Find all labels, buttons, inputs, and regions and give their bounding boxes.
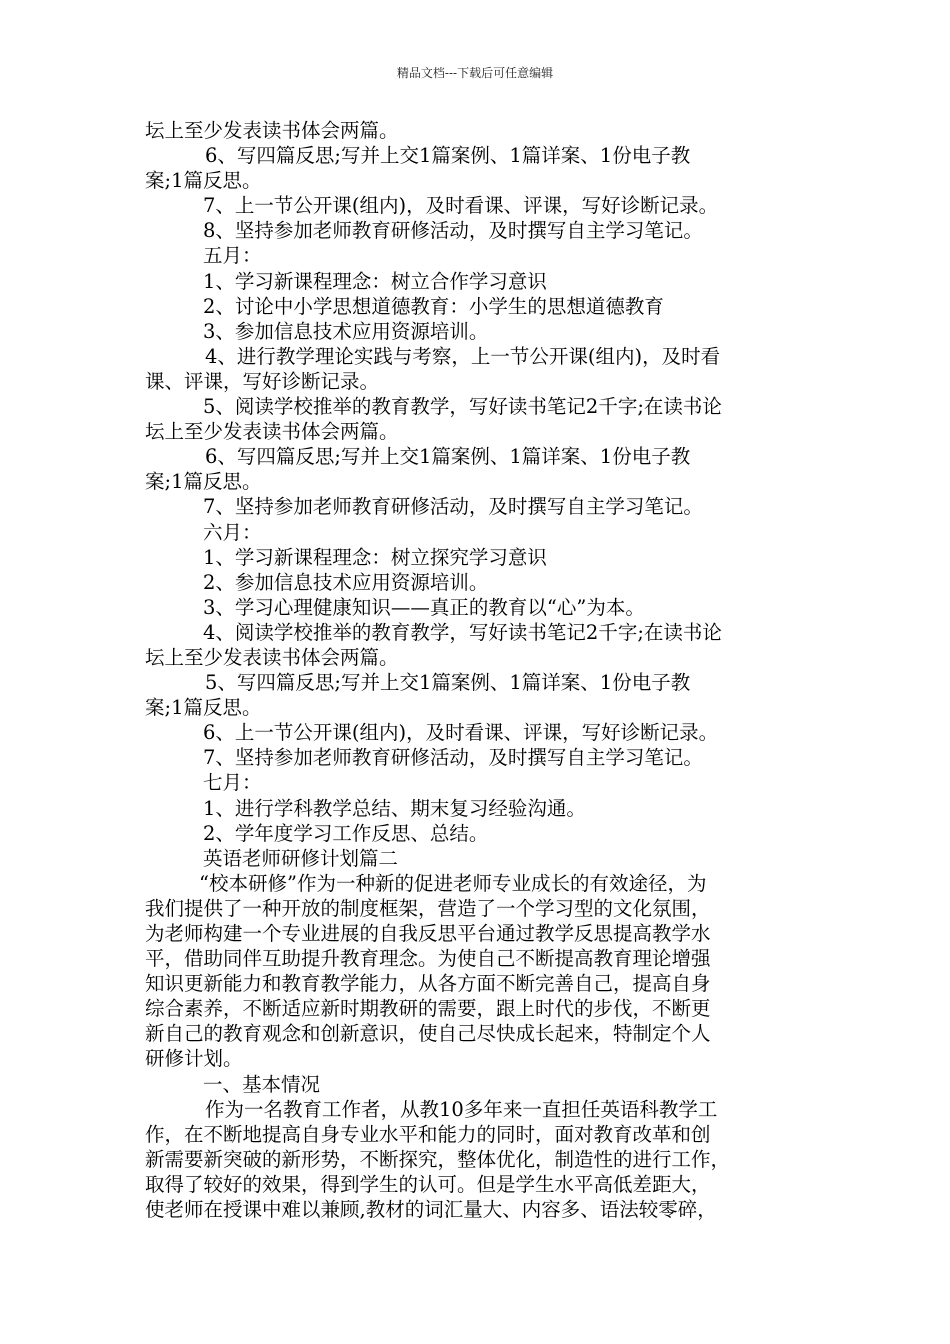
text-line: 课、评课，写好诊断记录。	[145, 369, 380, 393]
text-line: 取得了较好的效果，得到学生的认可。但是学生水平高低差距大，	[145, 1172, 711, 1196]
text-line: 6、写四篇反思;写并上交1篇案例、1篇详案、1份电子教	[205, 445, 691, 469]
text-line: 4、进行教学理论实践与考察，上一节公开课(组内)，及时看	[205, 344, 721, 368]
text-line: 为老师构建一个专业进展的自我反思平台通过教学反思提高教学水	[145, 922, 711, 945]
text-line: 作为一名教育工作者，从教10多年来一直担任英语科教学工	[205, 1097, 718, 1121]
text-line: 7、上一节公开课(组内)，及时看课、评课，写好诊断记录。	[203, 194, 719, 218]
text-line: 1、学习新课程理念：树立合作学习意识	[203, 269, 547, 293]
text-line: 英语老师研修计划篇二	[203, 846, 399, 870]
text-line: 1、进行学科教学总结、期末复习经验沟通。	[203, 796, 586, 820]
text-line: 6、上一节公开课(组内)，及时看课、评课，写好诊断记录。	[203, 721, 719, 745]
text-line: 5、写四篇反思;写并上交1篇案例、1篇详案、1份电子教	[205, 671, 691, 695]
text-line: 坛上至少发表读书体会两篇。	[145, 119, 399, 142]
document-body	[145, 118, 810, 1222]
page-header: 精品文档---下载后可任意编辑	[396, 66, 554, 80]
text-line: 2、学年度学习工作反思、总结。	[203, 821, 489, 845]
text-line: 3、参加信息技术应用资源培训。	[203, 319, 489, 343]
text-line: “校本研修”作为一种新的促进老师专业成长的有效途径，为	[199, 871, 707, 895]
text-line: 六月：	[203, 520, 262, 544]
text-line: 6、写四篇反思;写并上交1篇案例、1篇详案、1份电子教	[205, 144, 691, 168]
text-line: 1、学习新课程理念：树立探究学习意识	[203, 545, 547, 569]
text-line: 一、基本情况	[203, 1072, 321, 1096]
text-line: 3、学习心理健康知识——真正的教育以“心”为本。	[203, 595, 645, 619]
text-line: 研修计划。	[145, 1047, 243, 1071]
text-line: 坛上至少发表读书体会两篇。	[145, 645, 399, 669]
text-line: 平，借助同伴互助提升教育理念。为使自己不断提高教育理论增强	[145, 947, 711, 971]
text-line: 4、阅读学校推举的教育教学，写好读书笔记2千字;在读书论	[203, 620, 722, 644]
text-line: 新需要新突破的新形势，不断探究，整体优化，制造性的进行工作，	[145, 1147, 731, 1171]
text-line: 新自己的教育观念和创新意识，使自己尽快成长起来，特制定个人	[145, 1022, 711, 1046]
text-line: 8、坚持参加老师教育研修活动，及时撰写自主学习笔记。	[203, 219, 703, 243]
text-line: 7、坚持参加老师教育研修活动，及时撰写自主学习笔记。	[203, 746, 703, 770]
text-line: 知识更新能力和教育教学能力，从各方面不断完善自己，提高自身	[145, 972, 711, 996]
text-line: 综合素养，不断适应新时期教研的需要，跟上时代的步伐，不断更	[145, 997, 711, 1021]
text-line: 作，在不断地提高自身专业水平和能力的同时，面对教育改革和创	[145, 1122, 711, 1146]
text-line: 七月：	[203, 771, 262, 795]
text-line: 案;1篇反思。	[145, 470, 262, 494]
text-line: 案;1篇反思。	[145, 169, 262, 193]
text-line: 坛上至少发表读书体会两篇。	[145, 420, 399, 444]
text-line: 五月：	[203, 244, 262, 268]
text-line: 我们提供了一种开放的制度框架，营造了一个学习型的文化氛围，	[145, 896, 711, 920]
text-line: 2、讨论中小学思想道德教育：小学生的思想道德教育	[203, 294, 664, 318]
text-line: 案;1篇反思。	[145, 696, 262, 720]
text-line: 使老师在授课中难以兼顾,教材的词汇量大、内容多、语法较零碎，	[145, 1198, 717, 1222]
text-line: 2、参加信息技术应用资源培训。	[203, 570, 489, 594]
text-line: 7、坚持参加老师教育研修活动，及时撰写自主学习笔记。	[203, 495, 703, 519]
text-line: 5、阅读学校推举的教育教学，写好读书笔记2千字;在读书论	[203, 395, 722, 419]
